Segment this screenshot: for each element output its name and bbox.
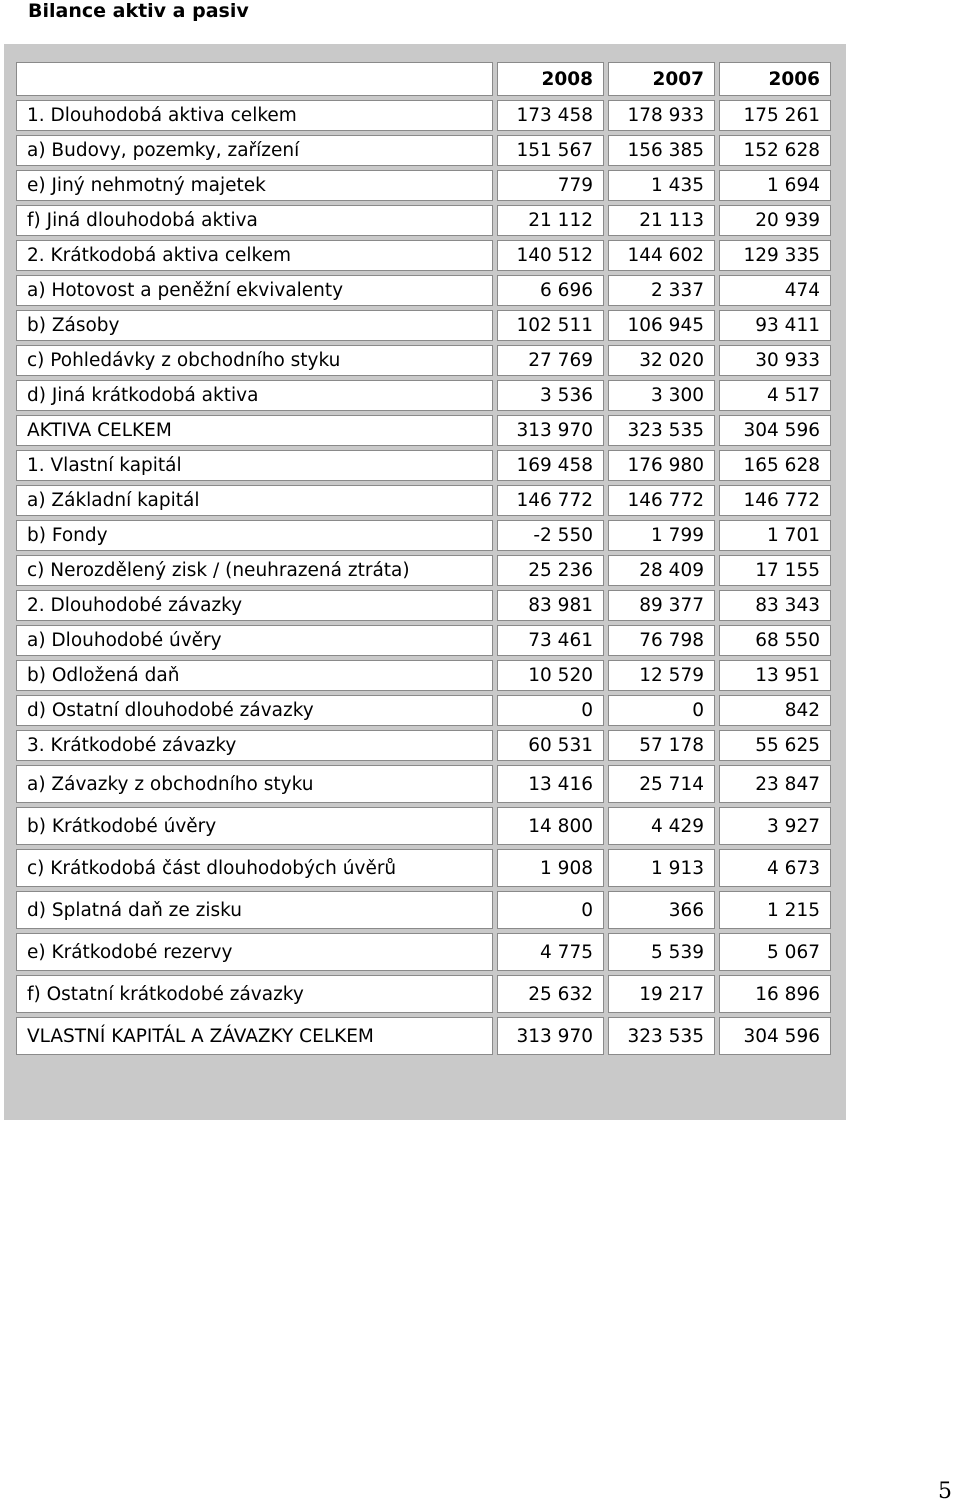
value-2006: 1 215 bbox=[719, 891, 831, 929]
table-row bbox=[16, 310, 831, 341]
row-label: AKTIVA CELKEM bbox=[16, 415, 493, 446]
value-2007: 106 945 bbox=[608, 310, 715, 341]
value-2007: 21 113 bbox=[608, 205, 715, 236]
table-row bbox=[16, 765, 831, 803]
row-label: a) Hotovost a peněžní ekvivalenty bbox=[16, 275, 493, 306]
value-2006: 16 896 bbox=[719, 975, 831, 1013]
value-2007: 4 429 bbox=[608, 807, 715, 845]
value-2008: -2 550 bbox=[497, 520, 604, 551]
value-2007: 1 435 bbox=[608, 170, 715, 201]
value-2008: 25 632 bbox=[497, 975, 604, 1013]
value-2007: 323 535 bbox=[608, 1017, 715, 1055]
value-2006: 17 155 bbox=[719, 555, 831, 586]
value-2007: 3 300 bbox=[608, 380, 715, 411]
value-2008: 21 112 bbox=[497, 205, 604, 236]
table-row bbox=[16, 275, 831, 306]
value-2007: 144 602 bbox=[608, 240, 715, 271]
table-row bbox=[16, 695, 831, 726]
value-2007: 19 217 bbox=[608, 975, 715, 1013]
value-2006: 129 335 bbox=[719, 240, 831, 271]
value-2008: 169 458 bbox=[497, 450, 604, 481]
value-2008: 27 769 bbox=[497, 345, 604, 376]
value-2006: 175 261 bbox=[719, 100, 831, 131]
value-2007: 146 772 bbox=[608, 485, 715, 516]
value-2008: 60 531 bbox=[497, 730, 604, 761]
row-label: a) Budovy, pozemky, zařízení bbox=[16, 135, 493, 166]
value-2008: 146 772 bbox=[497, 485, 604, 516]
page-number: 5 bbox=[938, 1479, 952, 1504]
value-2007: 76 798 bbox=[608, 625, 715, 656]
table-row bbox=[16, 555, 831, 586]
row-label: e) Jiný nehmotný majetek bbox=[16, 170, 493, 201]
table-row bbox=[16, 660, 831, 691]
value-2007: 323 535 bbox=[608, 415, 715, 446]
value-2008: 10 520 bbox=[497, 660, 604, 691]
value-2008: 0 bbox=[497, 891, 604, 929]
value-2008: 4 775 bbox=[497, 933, 604, 971]
value-2007: 0 bbox=[608, 695, 715, 726]
table-row bbox=[16, 345, 831, 376]
value-2006: 152 628 bbox=[719, 135, 831, 166]
value-2006: 30 933 bbox=[719, 345, 831, 376]
row-label: b) Zásoby bbox=[16, 310, 493, 341]
value-2007: 1 913 bbox=[608, 849, 715, 887]
value-2006: 13 951 bbox=[719, 660, 831, 691]
value-2007: 28 409 bbox=[608, 555, 715, 586]
value-2006: 3 927 bbox=[719, 807, 831, 845]
value-2008: 151 567 bbox=[497, 135, 604, 166]
value-2006: 304 596 bbox=[719, 1017, 831, 1055]
table-row bbox=[16, 170, 831, 201]
value-2008: 140 512 bbox=[497, 240, 604, 271]
row-label: 3. Krátkodobé závazky bbox=[16, 730, 493, 761]
value-2008: 313 970 bbox=[497, 415, 604, 446]
value-2008: 3 536 bbox=[497, 380, 604, 411]
table-row bbox=[16, 807, 831, 845]
table-row bbox=[16, 520, 831, 551]
value-2006: 55 625 bbox=[719, 730, 831, 761]
row-label: d) Ostatní dlouhodobé závazky bbox=[16, 695, 493, 726]
value-2008: 73 461 bbox=[497, 625, 604, 656]
value-2006: 474 bbox=[719, 275, 831, 306]
table-row bbox=[16, 590, 831, 621]
row-label: b) Odložená daň bbox=[16, 660, 493, 691]
value-2007: 12 579 bbox=[608, 660, 715, 691]
table-row bbox=[16, 730, 831, 761]
table-row bbox=[16, 240, 831, 271]
value-2006: 5 067 bbox=[719, 933, 831, 971]
table-row bbox=[16, 891, 831, 929]
table-header-row bbox=[16, 62, 831, 96]
value-2007: 178 933 bbox=[608, 100, 715, 131]
value-2007: 2 337 bbox=[608, 275, 715, 306]
row-label: c) Krátkodobá část dlouhodobých úvěrů bbox=[16, 849, 493, 887]
value-2008: 102 511 bbox=[497, 310, 604, 341]
header-cell-2006: 2006 bbox=[719, 62, 831, 96]
value-2006: 304 596 bbox=[719, 415, 831, 446]
row-label: c) Pohledávky z obchodního styku bbox=[16, 345, 493, 376]
value-2008: 25 236 bbox=[497, 555, 604, 586]
row-label: d) Jiná krátkodobá aktiva bbox=[16, 380, 493, 411]
table-row bbox=[16, 975, 831, 1013]
row-label: a) Dlouhodobé úvěry bbox=[16, 625, 493, 656]
row-label: a) Základní kapitál bbox=[16, 485, 493, 516]
table-row bbox=[16, 485, 831, 516]
value-2006: 842 bbox=[719, 695, 831, 726]
table-row bbox=[16, 933, 831, 971]
row-label: f) Jiná dlouhodobá aktiva bbox=[16, 205, 493, 236]
table-row bbox=[16, 625, 831, 656]
row-label: f) Ostatní krátkodobé závazky bbox=[16, 975, 493, 1013]
value-2006: 23 847 bbox=[719, 765, 831, 803]
table-row bbox=[16, 135, 831, 166]
value-2006: 93 411 bbox=[719, 310, 831, 341]
table-row bbox=[16, 450, 831, 481]
value-2008: 83 981 bbox=[497, 590, 604, 621]
row-label: d) Splatná daň ze zisku bbox=[16, 891, 493, 929]
value-2006: 83 343 bbox=[719, 590, 831, 621]
value-2006: 165 628 bbox=[719, 450, 831, 481]
value-2008: 0 bbox=[497, 695, 604, 726]
value-2007: 25 714 bbox=[608, 765, 715, 803]
value-2008: 173 458 bbox=[497, 100, 604, 131]
table-row bbox=[16, 415, 831, 446]
value-2008: 6 696 bbox=[497, 275, 604, 306]
table-row bbox=[16, 849, 831, 887]
header-cell-label bbox=[16, 62, 493, 96]
table-row bbox=[16, 1017, 831, 1055]
value-2007: 57 178 bbox=[608, 730, 715, 761]
row-label: 2. Krátkodobá aktiva celkem bbox=[16, 240, 493, 271]
value-2007: 5 539 bbox=[608, 933, 715, 971]
row-label: b) Fondy bbox=[16, 520, 493, 551]
table-body bbox=[16, 62, 831, 1055]
header-cell-2008: 2008 bbox=[497, 62, 604, 96]
value-2007: 176 980 bbox=[608, 450, 715, 481]
value-2007: 89 377 bbox=[608, 590, 715, 621]
balance-table bbox=[12, 58, 835, 1059]
row-label: 1. Dlouhodobá aktiva celkem bbox=[16, 100, 493, 131]
row-label: a) Závazky z obchodního styku bbox=[16, 765, 493, 803]
value-2008: 13 416 bbox=[497, 765, 604, 803]
value-2008: 313 970 bbox=[497, 1017, 604, 1055]
value-2006: 146 772 bbox=[719, 485, 831, 516]
row-label: e) Krátkodobé rezervy bbox=[16, 933, 493, 971]
value-2008: 779 bbox=[497, 170, 604, 201]
row-label: 2. Dlouhodobé závazky bbox=[16, 590, 493, 621]
value-2006: 1 694 bbox=[719, 170, 831, 201]
header-cell-2007: 2007 bbox=[608, 62, 715, 96]
row-label: c) Nerozdělený zisk / (neuhrazená ztráta) bbox=[16, 555, 493, 586]
page-title: Bilance aktiv a pasiv bbox=[28, 0, 249, 22]
value-2008: 1 908 bbox=[497, 849, 604, 887]
row-label: VLASTNÍ KAPITÁL A ZÁVAZKY CELKEM bbox=[16, 1017, 493, 1055]
value-2008: 14 800 bbox=[497, 807, 604, 845]
value-2006: 20 939 bbox=[719, 205, 831, 236]
value-2007: 32 020 bbox=[608, 345, 715, 376]
table-row bbox=[16, 380, 831, 411]
value-2007: 156 385 bbox=[608, 135, 715, 166]
value-2006: 4 673 bbox=[719, 849, 831, 887]
row-label: b) Krátkodobé úvěry bbox=[16, 807, 493, 845]
value-2006: 4 517 bbox=[719, 380, 831, 411]
value-2007: 1 799 bbox=[608, 520, 715, 551]
row-label: 1. Vlastní kapitál bbox=[16, 450, 493, 481]
table-row bbox=[16, 205, 831, 236]
table-row bbox=[16, 100, 831, 131]
value-2006: 1 701 bbox=[719, 520, 831, 551]
value-2006: 68 550 bbox=[719, 625, 831, 656]
value-2007: 366 bbox=[608, 891, 715, 929]
